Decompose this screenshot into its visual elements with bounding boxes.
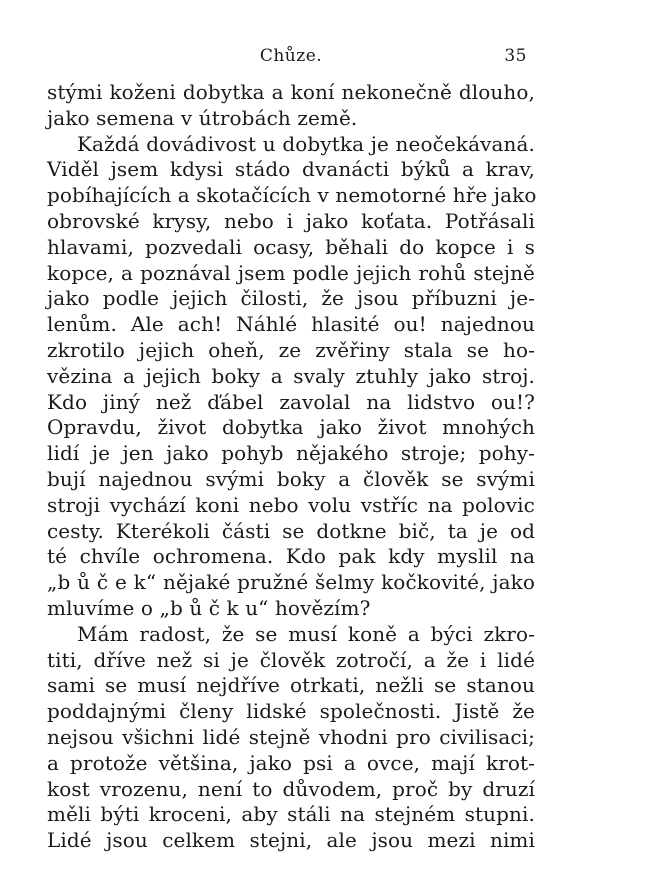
text-line: měli býti kroceni, aby stáli na stejném stupni. — [47, 802, 535, 827]
text-line: jako podle jejich čilosti, že jsou příbuzni je- — [47, 286, 535, 311]
text-line: sami se musí nejdříve otrkati, nežli se stanou — [47, 673, 535, 698]
text-line: Každá dovádivost u dobytka je neočekávaná. — [77, 131, 535, 156]
text-line: lidí je jen jako pohyb nějakého stroje; pohy- — [47, 441, 535, 466]
text-line: mluvíme o „b ů č k u“ hovězím? — [47, 595, 371, 620]
text-line: bují najednou svými boky a člověk se svými — [47, 466, 535, 491]
book-page — [47, 46, 535, 854]
text-line: cesty. Kterékoli části se dotkne bič, ta je od — [47, 518, 535, 543]
text-line: obrovské krysy, nebo i jako koťata. Potřásali — [47, 208, 535, 233]
text-line: zkrotilo jejich oheň, ze zvěřiny stala se ho- — [47, 337, 535, 362]
text-line: Mám radost, že se musí koně a býci zkro- — [77, 621, 535, 646]
text-line: Opravdu, život dobytka jako život mnohých — [47, 415, 535, 440]
text-line: titi, dříve než si je člověk zotročí, a že i lidé — [47, 647, 535, 672]
text-line: poddajnými členy lidské společnosti. Jistě že — [47, 699, 535, 724]
page-number: 35 — [504, 46, 527, 66]
chapter-title: Chůze. — [259, 46, 323, 66]
text-line: hlavami, pozvedali ocasy, běhali do kopce i s — [47, 234, 535, 259]
text-line: stými koženi dobytka a koní nekonečně dlouho, — [47, 80, 535, 104]
text-line: Lidé jsou celkem stejni, ale jsou mezi nimi — [47, 828, 535, 853]
running-header — [47, 46, 535, 76]
text-line: té chvíle ochromena. Kdo pak kdy myslil na — [47, 544, 535, 569]
text-line: Kdo jiný než ďábel zavolal na lidstvo ou!? — [47, 389, 535, 414]
text-line: stroji vychází koni nebo volu vstříc na polovic — [47, 492, 535, 517]
body-text — [47, 80, 535, 854]
text-line: nejsou všichni lidé stejně vhodni pro civilisaci; — [47, 724, 535, 749]
text-line: Viděl jsem kdysi stádo dvanácti býků a krav, — [47, 157, 535, 182]
text-line: lenům. Ale ach! Náhlé hlasité ou! najednou — [47, 312, 535, 337]
text-line: kopce, a poznával jsem podle jejich rohů stejně — [47, 260, 535, 285]
text-line: pobíhajících a skotačících v nemotorné hře jako — [47, 183, 537, 208]
text-line: jako semena v útrobách země. — [47, 105, 358, 130]
text-line: kost vrozenu, není to důvodem, proč by druzí — [47, 776, 535, 801]
text-line: „b ů č e k“ nějaké pružné šelmy kočkovité, jako — [47, 570, 535, 595]
text-line: vězina a jejich boky a svaly ztuhly jako stroj. — [47, 363, 535, 388]
text-line: a protože většina, jako psi a ovce, mají krot- — [47, 750, 535, 775]
